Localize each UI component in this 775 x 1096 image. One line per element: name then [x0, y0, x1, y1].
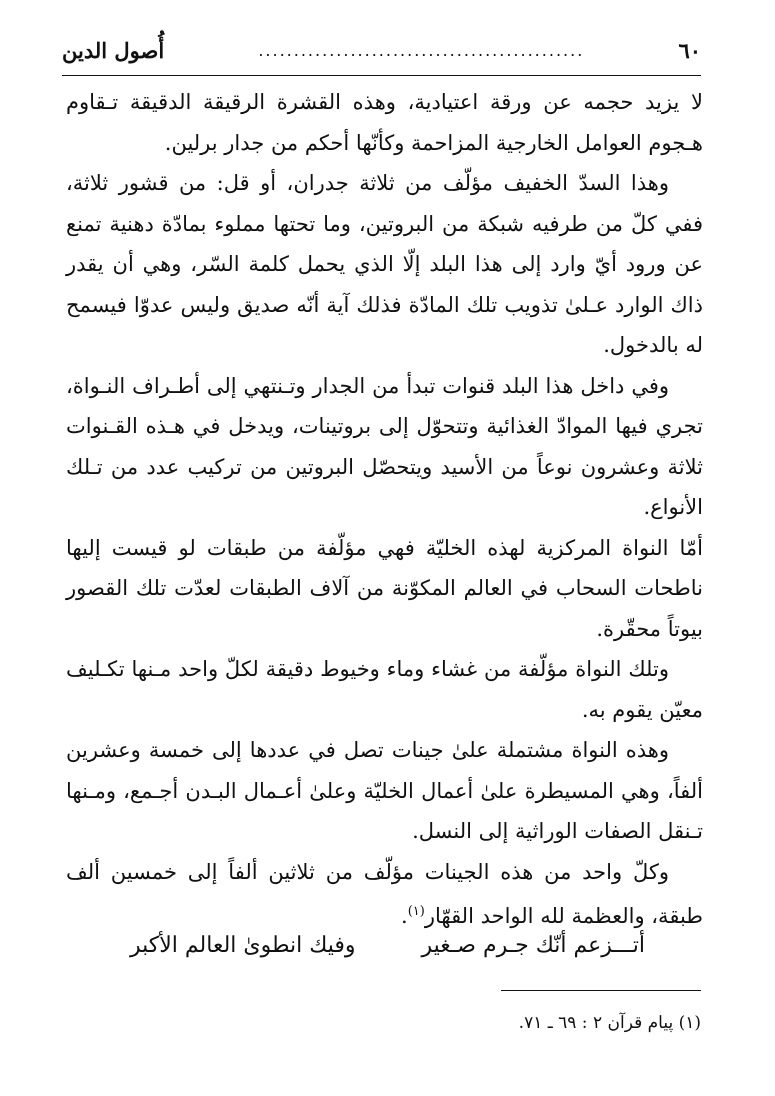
footnote: (١) پيام قرآن ٢ : ٦٩ ـ ٧١. — [518, 1013, 701, 1033]
verse-first-hemistich: أتـــزعم أنّك جـرم صـغير — [421, 933, 645, 958]
paragraph-3: وفي داخل هذا البلد قنوات تبدأ من الجدار وتـنتهي إلى أطـراف النـواة، تجري فيها الموادّ الغذائية وتتحوّل إلى بروتينات، ويدخل في هـذه القـنوات ثلاثة وعشرون نوعاً من الأسيد ويتحصّل البروتين من تركيب عدد من تـلك الأنواع. — [66, 373, 703, 519]
page-header — [62, 30, 701, 70]
paragraph-1: لا يزيد حجمه عن ورقة اعتيادية، وهذه القشرة الرقيقة الدقيقة تـقاوم هـجوم العوامل الخارجية المزاحمة وكأنّها أحكم من جدار برلين. — [66, 90, 703, 155]
paragraph-7-text: وكلّ واحد من هذه الجينات مؤلّف من ثلاثين ألفاً إلى خمسين ألف طبقة، والعظمة لله الواحد القهّار — [66, 859, 703, 928]
paragraph-5: وتلك النواة مؤلّفة من غشاء وماء وخيوط دقيقة لكلّ واحد مـنها تكـليف معيّن يقوم به. — [66, 657, 703, 722]
footnote-reference[interactable]: (١) — [407, 904, 425, 919]
page-number: ٦٠ — [678, 37, 701, 63]
poem-verse — [130, 926, 645, 966]
paragraph-7-end: . — [401, 904, 408, 928]
header-rule — [62, 75, 701, 76]
footnote-rule — [501, 990, 701, 991]
verse-second-hemistich: وفيك انطوىٰ العالم الأكبر — [130, 933, 356, 958]
paragraph-6: وهذه النواة مشتملة علىٰ جينات تصل في عددها إلى خمسة وعشرين ألفاً، وهي المسيطرة علىٰ أعمال الخليّة وعلىٰ أعـمال البـدن أجـمع، ومـنها تـنقل الصفات الوراثية إلى النسل. — [66, 738, 703, 843]
running-title: أُصول الدين — [62, 37, 165, 63]
header-leader-dots: .............................................. — [258, 40, 585, 60]
paragraph-4: أمّا النواة المركزية لهذه الخليّة فهي مؤلّفة من طبقات لو قيست إليها ناطحات السحاب في العالم المكوّنة من آلاف الطبقات لعدّت تلك القصور بيوتاً محقّرة. — [66, 535, 703, 641]
paragraph-7 — [66, 852, 703, 937]
body-text — [66, 82, 703, 937]
paragraph-2: وهذا السدّ الخفيف مؤلّف من ثلاثة جدران، أو قل: من قشور ثلاثة، ففي كلّ من طرفيه شبكة من البروتين، وما تحتها مملوء بمادّة دهنية تمنع عن ورود أيّ وارد إلى هذا البلد إلّا الذي يحمل كلمة السّر، وهي أن يقدر ذاك الوارد عـلىٰ تذويب تلك المادّة فذلك آية أنّه صديق وليس عدوّا فيسمح له بالدخول. — [66, 171, 703, 357]
